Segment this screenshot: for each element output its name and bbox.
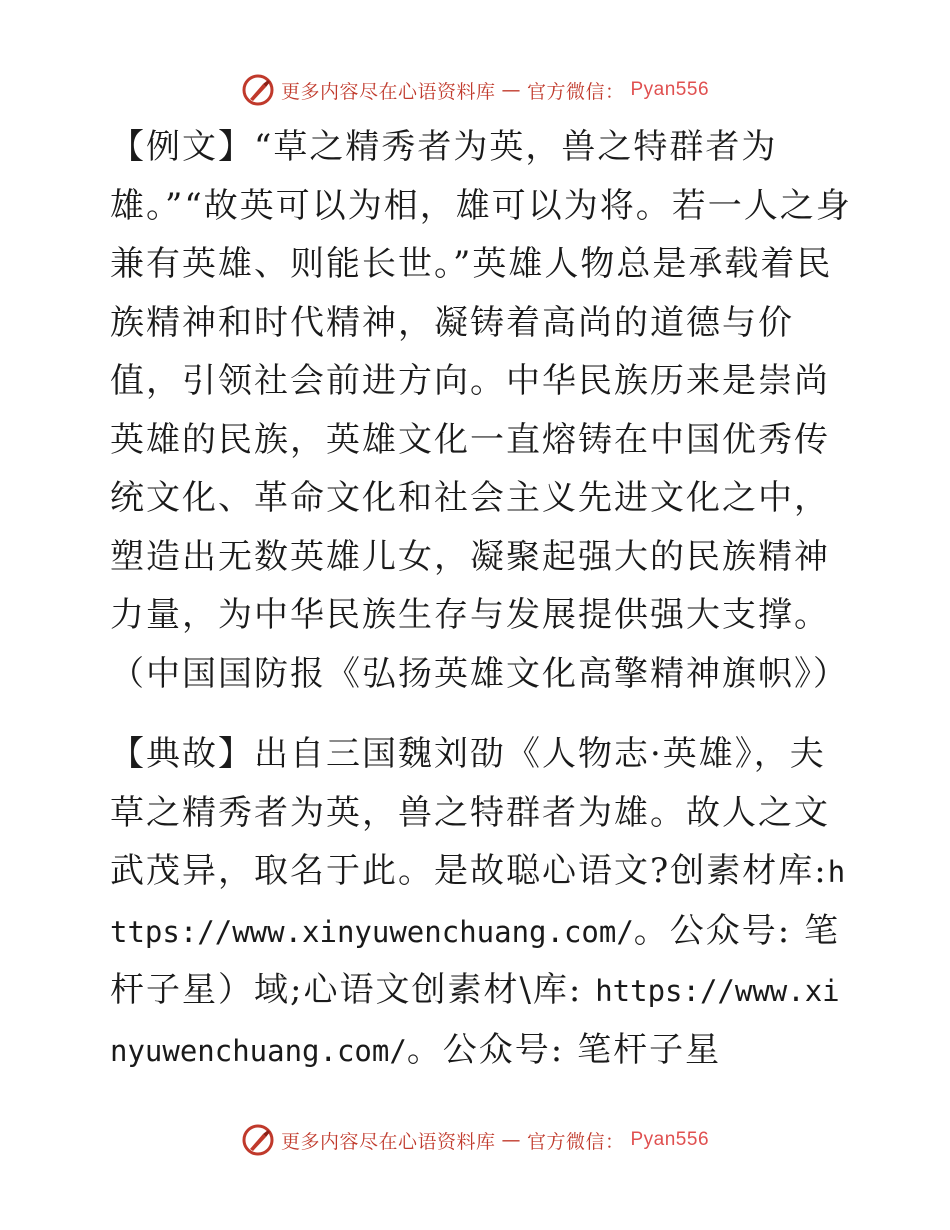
allusion-label: 【典故】 xyxy=(110,734,254,774)
watermark-wechat-label: 官方微信： xyxy=(526,80,625,103)
watermark-main-text: 更多内容尽在心语资料库 xyxy=(280,80,496,103)
allusion-text-1: 出自三国魏刘劭《人物志·英雄》，夫草之精秀者为英，兽之特群者为雄。故人之文武茂异，取名于此。是故聪心语文?创素材库: xyxy=(110,734,830,891)
allusion-text-3: 。公众号: 笔杆子星 xyxy=(406,1029,722,1070)
example-text: “草之精秀者为英，兽之特群者为雄。”“故英可以为相，雄可以为将。若一人之身兼有英雄、则能长世。”英雄人物总是承载着民族精神和时代精神，凝铸着高尚的道德与价值，引领社会前进方向。中华民族历来是崇尚英雄的民族，英雄文化一直熔铸在中国优秀传统文化、革命文化和社会主义先进文化之中，塑造出无数英雄儿女，凝聚起强大的民族精神力量，为中华民族生存与发展提供强大支撑。（中国国防报《弘扬英雄文化高擎精神旗帜》） xyxy=(110,127,852,694)
watermark-wechat-id: Pyan556 xyxy=(630,79,710,100)
watermark-main-text: 更多内容尽在心语资料库 xyxy=(280,1130,496,1153)
document-body xyxy=(96,118,856,1080)
allusion-text-2: 。公众号: 笔杆子星）域;心语文创素材\库: xyxy=(110,910,841,1010)
allusion-url-1[interactable]: https://www.xinyuwenchuang.com/ xyxy=(110,855,846,949)
watermark-banner-bottom xyxy=(0,1120,950,1160)
watermark-banner-top xyxy=(0,70,950,110)
watermark-dash: — xyxy=(501,1129,521,1151)
allusion-paragraph xyxy=(96,725,856,1080)
watermark-wechat-id: Pyan556 xyxy=(630,1129,710,1150)
watermark-dash: — xyxy=(501,79,521,101)
pen-circle-icon xyxy=(241,1123,275,1157)
example-label: 【例文】 xyxy=(110,127,254,167)
allusion-url-2[interactable]: https://www.xinyuwenchuang.com/ xyxy=(110,974,840,1068)
watermark-wechat-label: 官方微信： xyxy=(526,1130,625,1153)
example-paragraph xyxy=(96,118,856,703)
pen-circle-icon xyxy=(241,73,275,107)
